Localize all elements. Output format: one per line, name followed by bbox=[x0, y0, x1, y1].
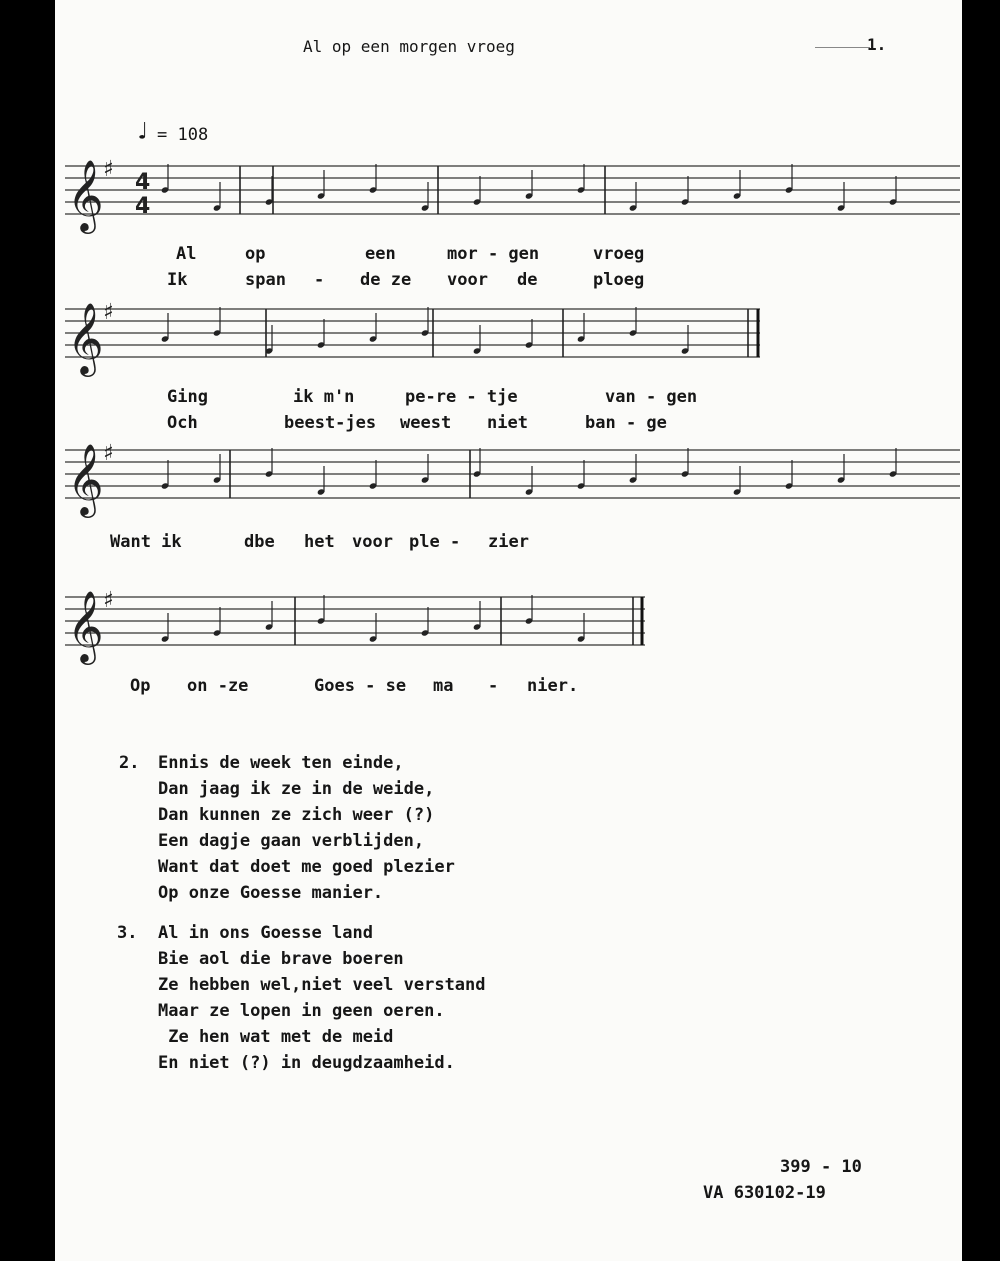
lyric-syllable: voor bbox=[352, 532, 393, 552]
verse-line: Dan kunnen ze zich weer (?) bbox=[158, 805, 435, 825]
lyric-syllable: Al bbox=[176, 244, 197, 264]
lyric-syllable: Op bbox=[130, 676, 151, 696]
verse-line: Al in ons Goesse land bbox=[158, 923, 373, 943]
verse-line: Dan jaag ik ze in de weide, bbox=[158, 779, 435, 799]
verse-line: Bie aol die brave boeren bbox=[158, 949, 404, 969]
lyric-syllable: - bbox=[488, 676, 499, 696]
lyric-syllable: ik m'n bbox=[293, 387, 355, 407]
lyric-syllable: Ik bbox=[167, 270, 188, 290]
treble-clef-icon: 𝄞 bbox=[67, 589, 104, 662]
time-signature-bottom: 4 bbox=[135, 194, 151, 219]
lyric-syllable: op bbox=[245, 244, 266, 264]
time-signature-top: 4 bbox=[135, 170, 151, 195]
verse-line: Een dagje gaan verblijden, bbox=[158, 831, 425, 851]
lyric-syllable: de ze bbox=[360, 270, 412, 290]
lyric-syllable: Goes - se bbox=[314, 676, 407, 696]
sharp-icon: ♯ bbox=[103, 157, 114, 182]
verse-line: En niet (?) in deugdzaamheid. bbox=[158, 1053, 455, 1073]
lyric-syllable: ple - bbox=[409, 532, 461, 552]
verse-line: Maar ze lopen in geen oeren. bbox=[158, 1001, 445, 1021]
song-title: Al op een morgen vroeg bbox=[303, 37, 515, 56]
lyric-syllable: mor - gen bbox=[447, 244, 540, 264]
lyric-syllable: span bbox=[245, 270, 286, 290]
tempo-value: = 108 bbox=[157, 125, 209, 145]
lyric-syllable: ploeg bbox=[593, 270, 645, 290]
score-page bbox=[55, 0, 962, 1261]
sharp-icon: ♯ bbox=[103, 588, 114, 613]
lyric-syllable: het bbox=[304, 532, 335, 552]
lyric-syllable: voor bbox=[447, 270, 488, 290]
verse-line: Ennis de week ten einde, bbox=[158, 753, 404, 773]
lyric-syllable: ban - ge bbox=[585, 413, 667, 433]
lyric-syllable: nier. bbox=[527, 676, 579, 696]
lyric-syllable: de bbox=[517, 270, 538, 290]
lyric-syllable: ma bbox=[433, 676, 454, 696]
lyric-syllable: Och bbox=[167, 413, 198, 433]
treble-clef-icon: 𝄞 bbox=[67, 158, 104, 231]
sharp-icon: ♯ bbox=[103, 441, 114, 466]
lyric-syllable: on -ze bbox=[187, 676, 249, 696]
verse-number: 2. bbox=[119, 753, 140, 773]
archive-code: VA 630102-19 bbox=[703, 1183, 826, 1203]
catalog-reference: 399 - 10 bbox=[780, 1157, 862, 1177]
verse-line: Ze hebben wel,niet veel verstand bbox=[158, 975, 486, 995]
lyric-syllable: een bbox=[365, 244, 396, 264]
verse-line: Want dat doet me goed plezier bbox=[158, 857, 455, 877]
lyric-syllable: - bbox=[314, 270, 325, 290]
treble-clef-icon: 𝄞 bbox=[67, 442, 104, 515]
lyric-syllable: vroeg bbox=[593, 244, 645, 264]
verse-line: Ze hen wat met de meid bbox=[158, 1027, 394, 1047]
lyric-syllable: zier bbox=[488, 532, 529, 552]
lyric-syllable: Want ik bbox=[110, 532, 182, 552]
lyric-syllable: Ging bbox=[167, 387, 208, 407]
lyric-syllable: beest-jes bbox=[284, 413, 377, 433]
verse-number: 3. bbox=[117, 923, 138, 943]
lyric-syllable: niet bbox=[487, 413, 528, 433]
music-notation bbox=[55, 0, 962, 720]
lyric-syllable: weest bbox=[400, 413, 452, 433]
lyric-syllable: van - gen bbox=[605, 387, 698, 407]
lyric-syllable: pe-re - tje bbox=[405, 387, 518, 407]
lyric-syllable: dbe bbox=[244, 532, 275, 552]
page-number: 1. bbox=[867, 35, 887, 54]
quarter-note-icon: ♩ bbox=[135, 117, 150, 145]
sharp-icon: ♯ bbox=[103, 300, 114, 325]
treble-clef-icon: 𝄞 bbox=[67, 301, 104, 374]
verse-line: Op onze Goesse manier. bbox=[158, 883, 384, 903]
